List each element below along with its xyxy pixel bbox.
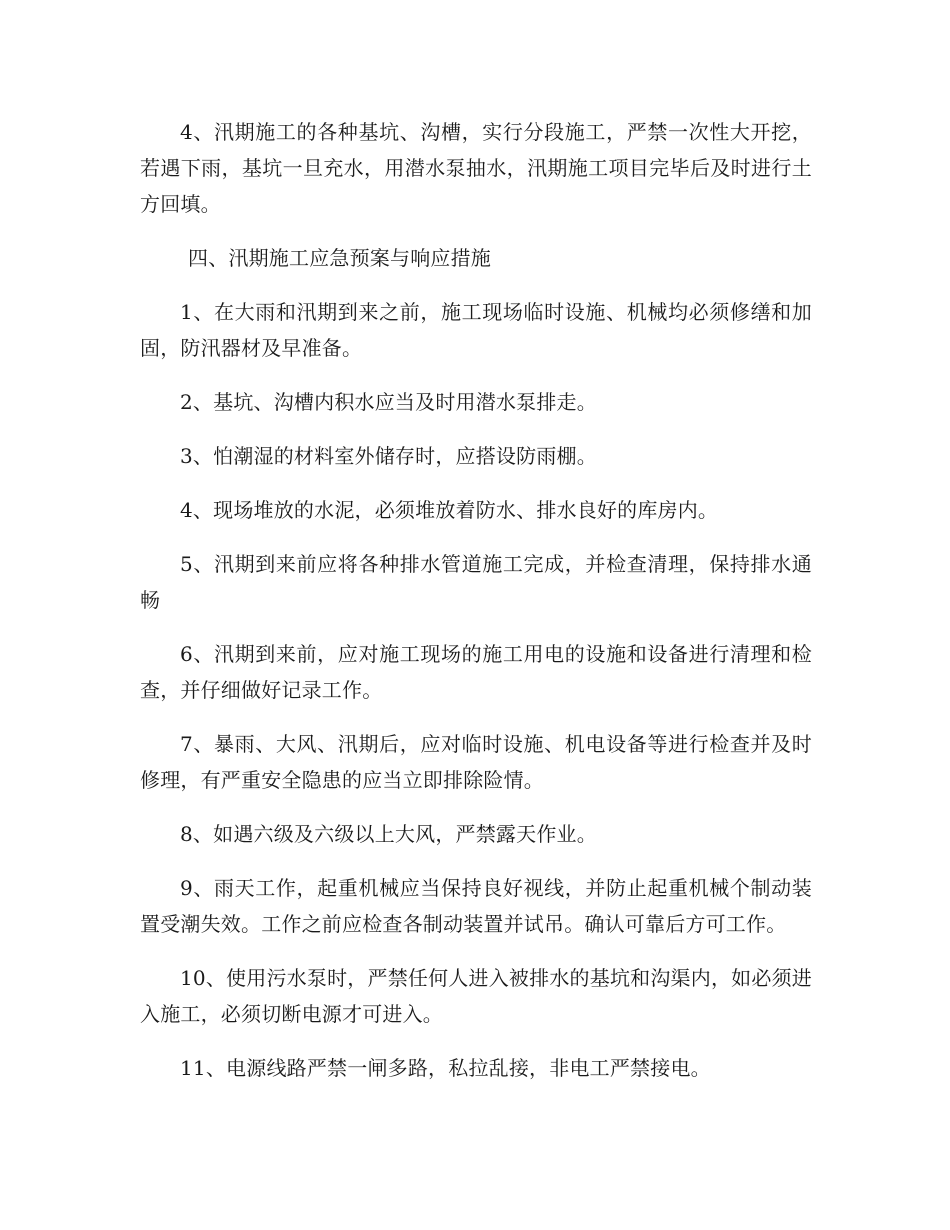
paragraph-item-2: 2、基坑、沟槽内积水应当及时用潜水泵排走。 bbox=[180, 390, 597, 414]
paragraph-item-5: 5、汛期到来前应将各种排水管道施工完成，并检查清理，保持排水通畅 bbox=[140, 552, 812, 612]
paragraph-item-9: 9、雨天工作，起重机械应当保持良好视线，并防止起重机械个制动装置受潮失效。工作之前应检查各制动装置并试吊。确认可靠后方可工作。 bbox=[140, 876, 812, 936]
document-body bbox=[140, 114, 812, 1104]
paragraph-item-11: 11、电源线路严禁一闸多路，私拉乱接，非电工严禁接电。 bbox=[180, 1056, 711, 1080]
paragraph-item-4: 4、现场堆放的水泥，必须堆放着防水、排水良好的库房内。 bbox=[180, 498, 719, 522]
paragraph-item-8: 8、如遇六级及六级以上大风，严禁露天作业。 bbox=[180, 822, 597, 846]
paragraph-item-6: 6、汛期到来前，应对施工现场的施工用电的设施和设备进行清理和检查，并仔细做好记录工作。 bbox=[140, 642, 812, 702]
section-heading-emergency-plan: 四、汛期施工应急预案与响应措施 bbox=[188, 246, 491, 270]
paragraph-item-4-excavation: 4、汛期施工的各种基坑、沟槽，实行分段施工，严禁一次性大开挖，若遇下雨，基坑一旦充水，用潜水泵抽水，汛期施工项目完毕后及时进行土方回填。 bbox=[140, 120, 812, 216]
paragraph-item-3: 3、怕潮湿的材料室外储存时，应搭设防雨棚。 bbox=[180, 444, 597, 468]
paragraph-item-1: 1、在大雨和汛期到来之前，施工现场临时设施、机械均必须修缮和加固，防汛器材及早准备。 bbox=[140, 300, 812, 360]
paragraph-item-7: 7、暴雨、大风、汛期后，应对临时设施、机电设备等进行检查并及时修理，有严重安全隐患的应当立即排除险情。 bbox=[140, 732, 812, 792]
paragraph-item-10: 10、使用污水泵时，严禁任何人进入被排水的基坑和沟渠内，如必须进入施工，必须切断电源才可进入。 bbox=[140, 966, 812, 1026]
